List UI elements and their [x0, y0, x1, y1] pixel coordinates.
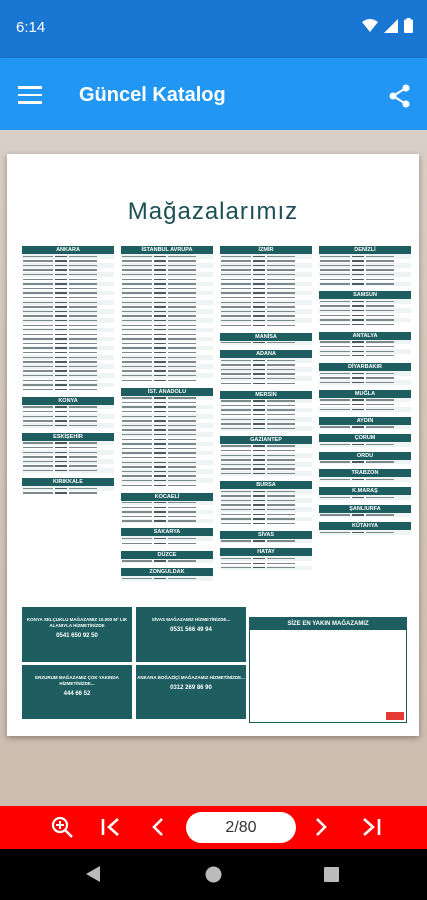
- promo-grid: [22, 607, 246, 719]
- city-section: [319, 246, 411, 286]
- city-header: KIRIKKALE: [22, 478, 114, 486]
- city-section: [121, 528, 213, 545]
- share-icon[interactable]: [389, 84, 411, 108]
- zoom-in-icon[interactable]: [50, 815, 74, 839]
- system-nav-bar: [0, 849, 427, 900]
- status-icons: [362, 18, 413, 33]
- city-header: ANKARA: [22, 246, 114, 254]
- signal-icon: [384, 19, 398, 33]
- store-row: [121, 559, 213, 564]
- city-section: [220, 391, 312, 431]
- store-row: [220, 426, 312, 431]
- promo-sivas: SİVAS MAĞAZAMIZ HİZMETİNİZDE... 0531 566 49 94: [136, 607, 246, 662]
- city-header: DENİZLİ: [319, 246, 411, 254]
- city-header: BURSA: [220, 481, 312, 489]
- page-indicator[interactable]: 2/80: [186, 812, 296, 843]
- store-row: [121, 378, 213, 383]
- city-header: KÜTAHYA: [319, 522, 411, 530]
- store-row: [319, 407, 411, 412]
- city-header: MUĞLA: [319, 390, 411, 398]
- recents-icon[interactable]: [324, 867, 339, 882]
- city-section: [121, 551, 213, 564]
- city-section: [220, 333, 312, 346]
- promo-ankara-bogazici: ANKARA BOĞAZİÇİ MAĞAZAMIZ HİZMETİNİZDE... 0312 269 86 90: [136, 665, 246, 719]
- store-row: [22, 468, 114, 473]
- promo-konya: KONYA SELÇUKLU MAĞAZAMIZ 10.000 M² LIK ALANIYLA HİZMETİNİZDE 0541 650 92 50: [22, 607, 132, 662]
- city-header: MERSİN: [220, 391, 312, 399]
- store-row: [319, 460, 411, 465]
- store-row: [319, 354, 411, 359]
- city-section: [121, 568, 213, 581]
- city-header: DİYARBAKIR: [319, 363, 411, 371]
- city-section: [22, 433, 114, 473]
- city-section: [220, 548, 312, 570]
- city-section: [319, 469, 411, 482]
- status-time: 6:14: [16, 19, 46, 36]
- city-header: SAMSUN: [319, 291, 411, 299]
- city-header: DÜZCE: [121, 551, 213, 559]
- app-bar: [0, 58, 427, 130]
- store-row: [319, 282, 411, 287]
- city-section: [319, 522, 411, 535]
- city-header: İST. ANADOLU: [121, 388, 213, 396]
- city-section: [220, 350, 312, 386]
- battery-icon: [404, 18, 413, 33]
- city-header: AYDIN: [319, 417, 411, 425]
- city-header: ÇORUM: [319, 434, 411, 442]
- last-page-icon[interactable]: [360, 815, 382, 839]
- next-page-icon[interactable]: [313, 815, 329, 839]
- menu-icon[interactable]: [18, 86, 42, 104]
- city-section: [319, 452, 411, 465]
- store-row: [319, 530, 411, 535]
- city-section: [319, 291, 411, 327]
- store-row: [220, 471, 312, 476]
- city-header: SİVAS: [220, 531, 312, 539]
- city-header: K.MARAŞ: [319, 487, 411, 495]
- city-header: KOCAELİ: [121, 493, 213, 501]
- store-row: [220, 521, 312, 526]
- city-header: ZONGULDAK: [121, 568, 213, 576]
- city-header: SAKARYA: [121, 528, 213, 536]
- store-row: [319, 425, 411, 430]
- store-row: [121, 483, 213, 488]
- city-section: [121, 246, 213, 383]
- city-section: [220, 531, 312, 544]
- store-row: [121, 519, 213, 524]
- city-section: [220, 436, 312, 476]
- nearest-store-header: SİZE EN YAKIN MAĞAZAMIZ: [250, 618, 406, 630]
- city-section: [319, 417, 411, 430]
- city-header: HATAY: [220, 548, 312, 556]
- city-section: [319, 363, 411, 385]
- app-title: Güncel Katalog: [79, 84, 226, 106]
- city-section: [319, 332, 411, 358]
- back-icon[interactable]: [86, 866, 102, 882]
- store-row: [22, 491, 114, 496]
- store-row: [319, 380, 411, 385]
- city-section: [220, 246, 312, 328]
- store-row: [220, 381, 312, 386]
- home-icon[interactable]: [205, 866, 222, 883]
- nearest-store-panel: [249, 617, 407, 723]
- promo-erzurum: ERZURUM MAĞAZAMIZ ÇOK YAKINDA HİZMETİNİZDE... 444 66 52: [22, 665, 132, 719]
- store-row: [220, 323, 312, 328]
- city-header: ANTALYA: [319, 332, 411, 340]
- store-row: [319, 442, 411, 447]
- city-header: MANİSA: [220, 333, 312, 341]
- store-row: [319, 495, 411, 500]
- city-header: ESKİŞEHİR: [22, 433, 114, 441]
- page-title: Mağazalarımız: [127, 198, 299, 225]
- city-section: [22, 397, 114, 428]
- store-row: [121, 541, 213, 546]
- city-header: ŞANLIURFA: [319, 505, 411, 513]
- previous-page-icon[interactable]: [150, 815, 166, 839]
- city-header: ADANA: [220, 350, 312, 358]
- city-section: [22, 246, 114, 392]
- city-header: İZMİR: [220, 246, 312, 254]
- city-section: [319, 434, 411, 447]
- city-section: [22, 478, 114, 495]
- store-row: [220, 341, 312, 346]
- city-header: KONYA: [22, 397, 114, 405]
- city-section: [319, 505, 411, 518]
- store-row: [22, 387, 114, 392]
- store-row: [319, 513, 411, 518]
- store-column: [319, 246, 411, 540]
- store-row: [22, 423, 114, 428]
- city-header: İSTANBUL AVRUPA: [121, 246, 213, 254]
- wifi-icon: [362, 19, 378, 33]
- store-row: [121, 576, 213, 581]
- city-section: [121, 493, 213, 524]
- store-column: [22, 246, 114, 500]
- page-toolbar: [0, 806, 427, 849]
- store-column: [121, 246, 213, 586]
- catalog-viewer[interactable]: [0, 130, 427, 806]
- store-column: [220, 246, 312, 575]
- city-section: [220, 481, 312, 526]
- city-header: ORDU: [319, 452, 411, 460]
- brand-logo: [386, 712, 404, 720]
- city-section: [121, 388, 213, 488]
- status-bar: [0, 0, 427, 58]
- city-section: [319, 390, 411, 412]
- first-page-icon[interactable]: [100, 815, 122, 839]
- city-section: [319, 487, 411, 500]
- store-row: [319, 477, 411, 482]
- store-row: [220, 539, 312, 544]
- store-row: [220, 566, 312, 571]
- store-row: [319, 322, 411, 327]
- city-header: TRABZON: [319, 469, 411, 477]
- city-header: GAZİANTEP: [220, 436, 312, 444]
- catalog-page[interactable]: [7, 154, 419, 736]
